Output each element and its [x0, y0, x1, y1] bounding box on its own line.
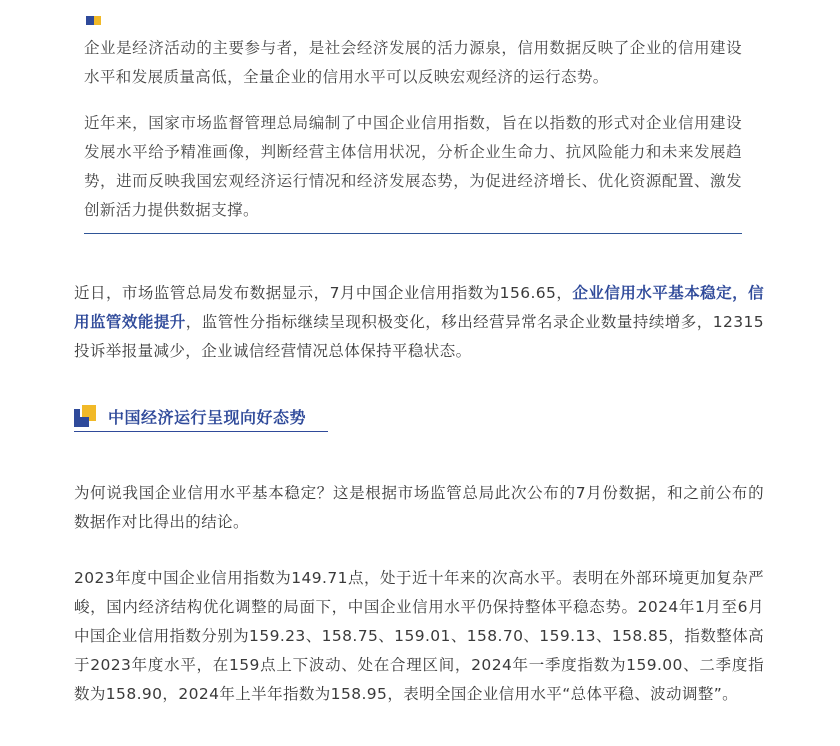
body-paragraph-1: 为何说我国企业信用水平基本稳定？这是根据市场监管总局此次公布的7月份数据，和之前公布的数据作对比得出的结论。 — [74, 484, 764, 531]
news-text-part1: 近日，市场监管总局发布数据显示，7月中国企业信用指数为156.65， — [74, 284, 573, 302]
quote-marker-icon — [86, 14, 101, 26]
section-title: 中国经济运行呈现向好态势 — [108, 408, 307, 427]
news-paragraph — [74, 279, 764, 366]
news-text-part2: ，监管性分指标继续呈现积极变化，移出经营异常名录企业数量持续增多，12315投诉举报量减少，企业诚信经营情况总体保持平稳状态。 — [74, 313, 764, 360]
intro-paragraph-2: 近年来，国家市场监督管理总局编制了中国企业信用指数，旨在以指数的形式对企业信用建设发展水平给予精准画像，判断经营主体信用状况，分析企业生命力、抗风险能力和未来发展趋势，进而反映我国宏观经济运行情况和经济发展态势，为促进经济增长、优化资源配置、激发创新活力提供数据支撑。 — [84, 114, 742, 219]
intro-quote-block — [84, 14, 742, 234]
section-heading — [74, 401, 328, 432]
intro-paragraph-1: 企业是经济活动的主要参与者，是社会经济发展的活力源泉，信用数据反映了企业的信用建设水平和发展质量高低，全量企业的信用水平可以反映宏观经济的运行态势。 — [84, 39, 742, 86]
body-paragraph-2: 2023年度中国企业信用指数为149.71点，处于近十年来的次高水平。表明在外部环境更加复杂严峻，国内经济结构优化调整的局面下，中国企业信用水平仍保持整体平稳态势。2024年1月至6月中国企业信用指数分别为159.23、158.75、159.01、158.70、159.13、158.85，指数整体高于2023年度水平，在159点上下波动、处在合理区间，2024年一季度指数为159.00、二季度指数为158.90，2024年上半年指数为158.95，表明全国企业信用水平“总体平稳、波动调整”。 — [74, 569, 764, 703]
news-highlight: 企业信用水平基本稳定，信用监管效能提升 — [74, 284, 764, 331]
section-heading-icon — [74, 403, 96, 427]
